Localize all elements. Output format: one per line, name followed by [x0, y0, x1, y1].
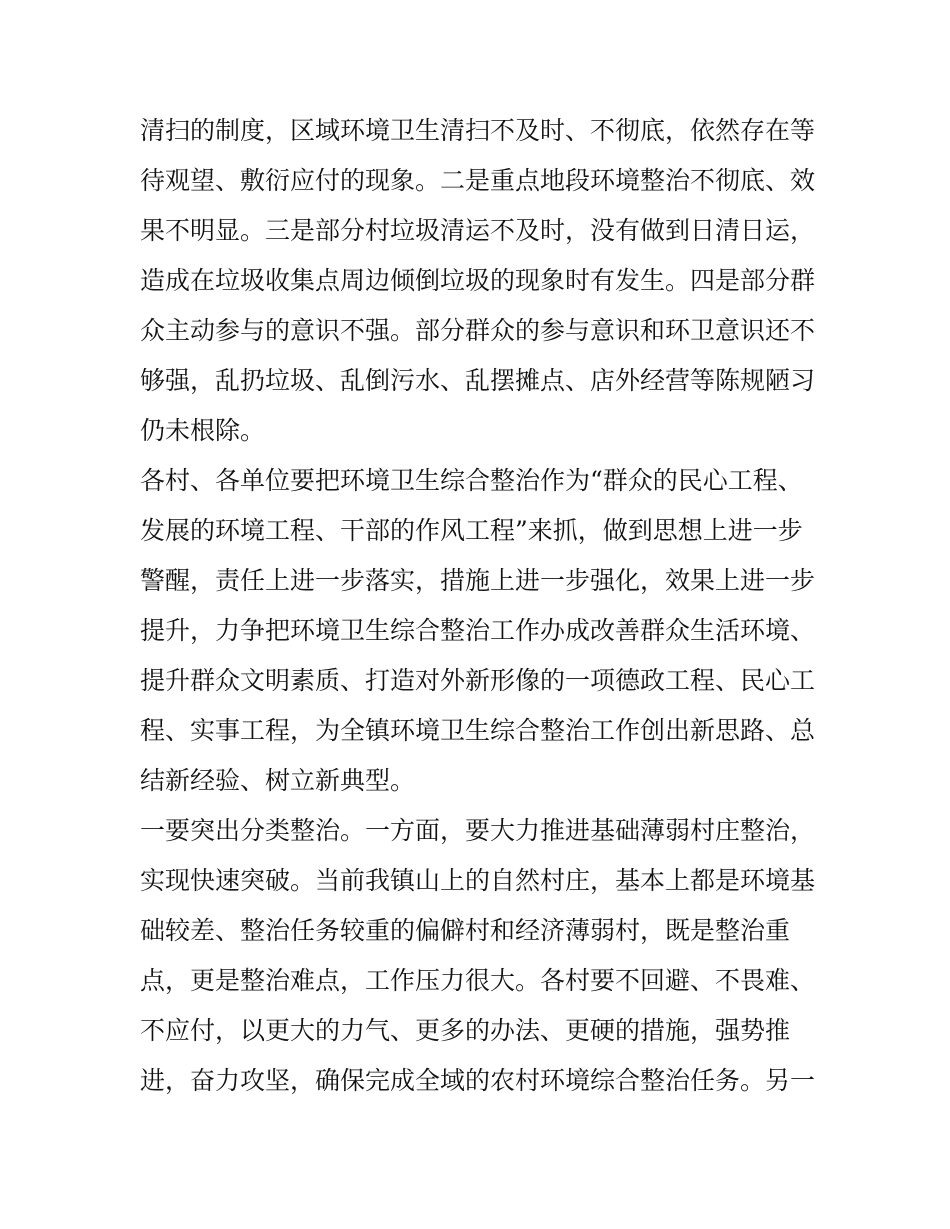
text-line: 进，奋力攻坚，确保完成全域的农村环境综合整治任务。另一 [140, 1066, 816, 1095]
text-line: 程、实事工程，为全镇环境卫生综合整治工作创出新思路、总 [140, 716, 816, 745]
text-line: 警醒，责任上进一步落实，措施上进一步强化，效果上进一步 [140, 566, 816, 595]
text-line: 一要突出分类整治。一方面，要大力推进基础薄弱村庄整治， [140, 816, 816, 845]
text-line: 发展的环境工程、干部的作风工程”来抓，做到思想上进一步 [140, 516, 803, 545]
text-line: 提升，力争把环境卫生综合整治工作办成改善群众生活环境、 [140, 616, 816, 645]
text-line: 仍未根除。 [140, 416, 266, 445]
text-line: 提升群众文明素质、打造对外新形像的一项德政工程、民心工 [140, 666, 816, 695]
text-line: 点，更是整治难点，工作压力很大。各村要不回避、不畏难、 [140, 966, 816, 995]
text-line: 结新经验、树立新典型。 [140, 766, 416, 795]
body-text [140, 106, 820, 1106]
text-line: 础较差、整治任务较重的偏僻村和经济薄弱村，既是整治重 [140, 916, 791, 945]
text-line: 不应付，以更大的力气、更多的办法、更硬的措施，强势推 [140, 1016, 791, 1045]
text-line: 待观望、敷衍应付的现象。二是重点地段环境整治不彻底、效 [140, 166, 816, 195]
text-line: 实现快速突破。当前我镇山上的自然村庄，基本上都是环境基 [140, 866, 816, 895]
text-line: 够强，乱扔垃圾、乱倒污水、乱摆摊点、店外经营等陈规陋习 [140, 366, 816, 395]
text-line: 果不明显。三是部分村垃圾清运不及时，没有做到日清日运， [140, 216, 816, 245]
text-line: 众主动参与的意识不强。部分群众的参与意识和环卫意识还不 [140, 316, 816, 345]
text-line: 造成在垃圾收集点周边倾倒垃圾的现象时有发生。四是部分群 [140, 266, 816, 295]
text-line: 清扫的制度，区域环境卫生清扫不及时、不彻底，依然存在等 [140, 116, 816, 145]
text-line: 各村、各单位要把环境卫生综合整治作为“群众的民心工程、 [140, 466, 803, 495]
